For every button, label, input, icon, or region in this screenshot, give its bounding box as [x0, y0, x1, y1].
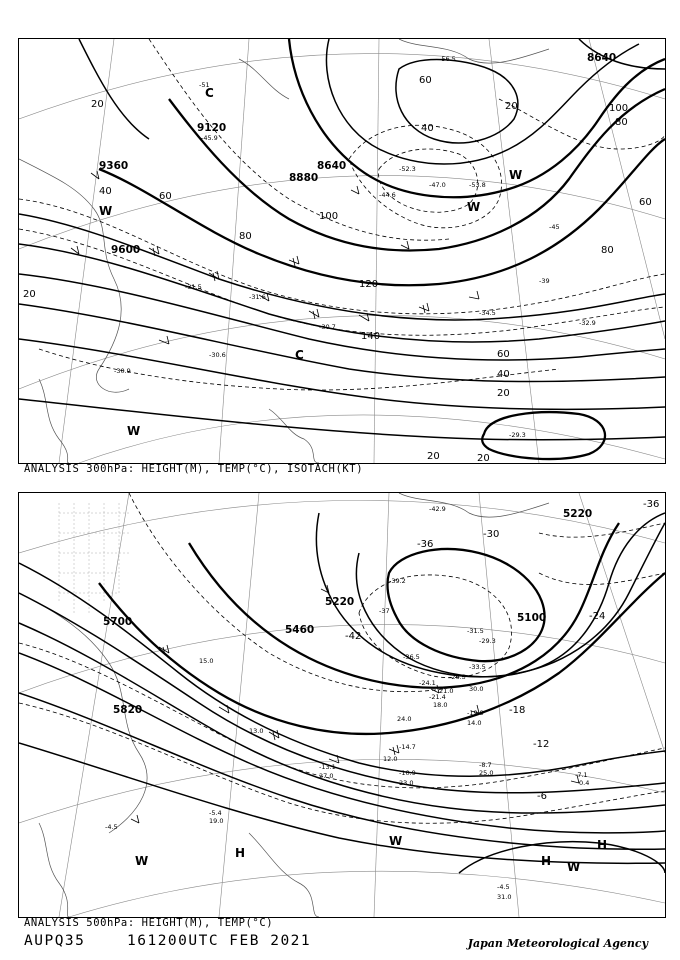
temp-label: -30: [483, 529, 500, 540]
temp-label: -13.1: [319, 763, 336, 771]
isotach-label: 20: [23, 289, 36, 300]
obs-value: 19.0: [209, 817, 224, 825]
temp-label: -12: [533, 739, 550, 750]
high-pressure-symbol: H: [541, 854, 552, 868]
temp-label: -4.5: [497, 883, 510, 891]
temp-label: -36: [643, 499, 660, 510]
obs-value: 25.0: [479, 769, 494, 777]
temp-label: -44.6: [379, 191, 396, 199]
temp-label: -45: [549, 223, 560, 231]
temp-label: -24.1: [419, 679, 436, 687]
isotach-label: 20: [427, 451, 440, 462]
height-label: 5460: [285, 624, 315, 636]
caption-300hpa: ANALYSIS 300hPa: HEIGHT(M), TEMP(°C), ISOTACH(KT): [24, 463, 364, 475]
obs-value: 30.0: [469, 685, 484, 693]
isotach-label: 80: [615, 117, 628, 128]
temp-label: -31.5: [467, 627, 484, 635]
temp-label: -37: [379, 607, 390, 615]
isotach-label: 40: [421, 123, 434, 134]
temp-label: -24: [589, 611, 606, 622]
height-label: 9600: [111, 244, 141, 256]
isotach-label: 60: [497, 349, 510, 360]
height-label: 8880: [289, 172, 319, 184]
temp-label: -36: [417, 539, 434, 550]
temp-label: -6: [537, 791, 547, 802]
temp-label: -26.3: [449, 673, 466, 681]
isotach-label: 20: [91, 99, 104, 110]
temp-label: -30.6: [209, 351, 226, 359]
obs-value: 18.0: [433, 701, 448, 709]
temp-label: -32.9: [579, 319, 596, 327]
isotach-label: 60: [639, 197, 652, 208]
obs-values-500: [199, 657, 589, 901]
cold-center-symbol: C: [295, 348, 304, 362]
isotach-label: 140: [361, 331, 381, 342]
temp-label: -14.7: [399, 743, 416, 751]
temp-label: -45.9: [201, 134, 218, 142]
isotach-label: 100: [319, 211, 339, 222]
height-label: 9120: [197, 122, 227, 134]
temp-label: -53.8: [469, 181, 486, 189]
temp-label: -51: [199, 81, 210, 89]
temp-label: -34.5: [479, 309, 496, 317]
height-label: 5700: [103, 616, 133, 628]
height-label: 8640: [587, 52, 617, 64]
obs-value: 23.0: [399, 779, 414, 787]
warm-center-symbol: W: [135, 854, 149, 868]
isotach-label: 20: [505, 101, 518, 112]
obs-value: 15.0: [199, 657, 214, 665]
isotach-label: 60: [159, 191, 172, 202]
symbols-500: [135, 834, 607, 874]
symbols-300: [99, 86, 522, 438]
temp-label: -39: [539, 277, 550, 285]
temp-label: -31.6: [249, 293, 266, 301]
map-300hpa-canvas: [19, 39, 665, 463]
temp-label: -39.2: [389, 577, 406, 585]
issued-time: 161200UTC FEB 2021: [127, 933, 312, 949]
temp-label: -31.5: [185, 283, 202, 291]
obs-value: 0.4: [579, 779, 590, 787]
obs-value: 13.0: [249, 727, 264, 735]
isotach-label: 40: [497, 369, 510, 380]
coastline-500: [19, 493, 552, 917]
warm-center-symbol: W: [467, 200, 481, 214]
isotach-label: 20: [497, 388, 510, 399]
temp-label: -29.3: [479, 637, 496, 645]
map-500hpa-canvas: [19, 493, 665, 917]
isotach-label: 40: [99, 186, 112, 197]
height-label: 5100: [517, 612, 547, 624]
temp-label: -18: [509, 705, 526, 716]
height-label: 5220: [563, 508, 593, 520]
temp-label: -4.5: [105, 823, 118, 831]
height-label: 9360: [99, 160, 129, 172]
temp-label: -7.1: [575, 771, 588, 779]
height-labels-500: [103, 508, 592, 716]
temp-label: -42: [345, 631, 362, 642]
temp-label: -52.3: [399, 165, 416, 173]
obs-value: 14.0: [467, 719, 482, 727]
temp-label: -21.4: [429, 693, 446, 701]
temp-label: -56.5: [439, 55, 456, 63]
isotach-label: 120: [359, 279, 379, 290]
obs-value: 24.0: [397, 715, 412, 723]
high-pressure-symbol: H: [597, 838, 608, 852]
temp-label: -5.4: [209, 809, 222, 817]
temp-label: -36.5: [403, 653, 420, 661]
obs-value: 12.0: [383, 755, 398, 763]
map-300hpa: [18, 38, 666, 464]
obs-value: 27.0: [319, 772, 334, 780]
temp-label: -47.0: [429, 181, 446, 189]
height-label: 5220: [325, 596, 355, 608]
isotach-label: 20: [477, 453, 490, 463]
warm-center-symbol: W: [389, 834, 403, 848]
obs-value: 31.0: [497, 893, 512, 901]
height-label: 5820: [113, 704, 143, 716]
isotach-label: 80: [601, 245, 614, 256]
warm-center-symbol: W: [567, 860, 581, 874]
temp-label: -30.7: [319, 323, 336, 331]
isotach-label: 60: [419, 75, 432, 86]
isotach-labels-300: [23, 75, 652, 463]
high-pressure-symbol: H: [235, 846, 246, 860]
isotach-label: 80: [239, 231, 252, 242]
isotach-label: 100: [609, 103, 629, 114]
height-labels-300: [99, 52, 616, 256]
map-500hpa: [18, 492, 666, 918]
temp-label: -30.9: [114, 367, 131, 375]
height-contours-500: [19, 513, 665, 873]
caption-500hpa: ANALYSIS 500hPa: HEIGHT(M), TEMP(°C): [24, 917, 274, 929]
temp-label: -29.3: [509, 431, 526, 439]
obs-value: 21.0: [439, 687, 454, 695]
wind-barbs-500: [131, 585, 579, 823]
cold-center-symbol: C: [205, 86, 214, 100]
height-label: 8640: [317, 160, 347, 172]
warm-center-symbol: W: [127, 424, 141, 438]
temp-label: -19.9: [467, 709, 484, 717]
wind-barbs-300: [71, 171, 479, 344]
chart-id: AUPQ35: [24, 933, 86, 949]
temp-label: -33.5: [469, 663, 486, 671]
warm-center-symbol: W: [509, 168, 523, 182]
agency-name: Japan Meteorological Agency: [467, 937, 648, 950]
temp-label: -42.9: [429, 505, 446, 513]
warm-center-symbol: W: [99, 204, 113, 218]
temp-label: -10.9: [399, 769, 416, 777]
temp-label: -8.7: [479, 761, 492, 769]
